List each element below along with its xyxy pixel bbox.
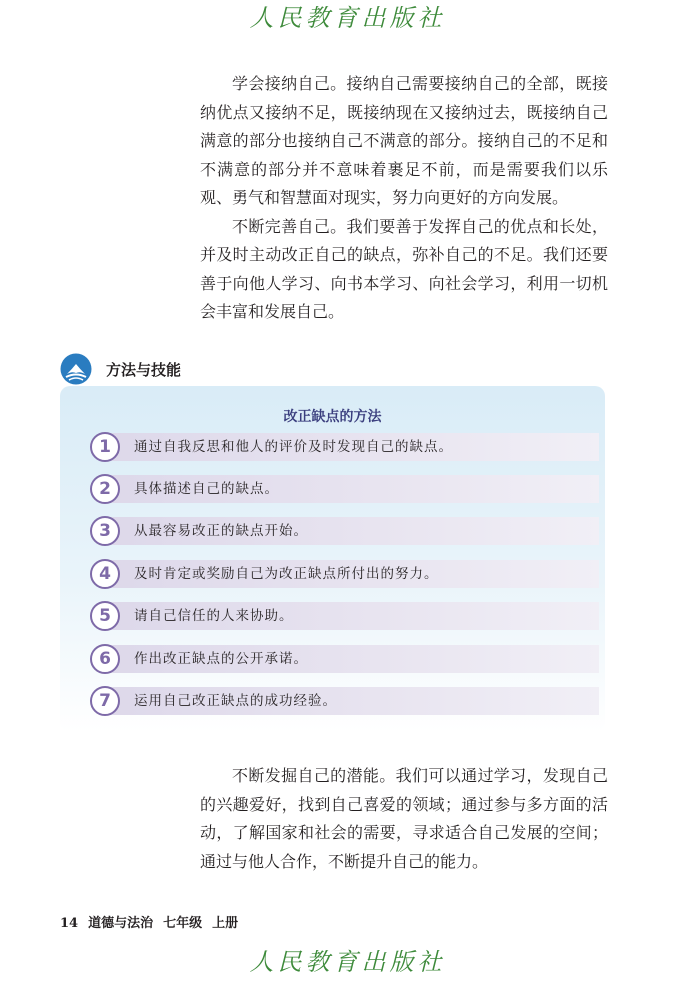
step-number-badge: 5 [90,601,120,631]
page-number: 14 [60,916,79,931]
section-title: 方法与技能 [106,360,182,379]
book-grade: 七年级 [163,916,203,931]
step-text: 具体描述自己的缺点。 [134,481,279,497]
method-box-title: 改正缺点的方法 [283,409,382,425]
body-text-top [200,70,608,327]
publisher-logo-bottom: 人民教育出版社 [249,948,446,976]
section-header [60,352,181,386]
book-volume: 上册 [212,916,239,931]
step-text: 运用自己改正缺点的成功经验。 [134,693,337,709]
step-number-badge: 6 [90,644,120,674]
step-number-badge: 1 [90,432,120,462]
step-number-badge: 4 [90,559,120,589]
step-number-badge: 7 [90,686,120,716]
method-step [90,644,605,674]
paragraph-develop-potential: 不断发掘自己的潜能。我们可以通过学习，发现自己的兴趣爱好，找到自己喜爱的领域；通过参与多方面的活动，了解国家和社会的需要，寻求适合自己发展的空间；通过与他人合作，不断提升自己的能力。 [200,766,608,871]
paragraph-improve-yourself: 不断完善自己。我们要善于发挥自己的优点和长处，并及时主动改正自己的缺点，弥补自己的不足。我们还要善于向他人学习、向书本学习、向社会学习，利用一切机会丰富和发展自己。 [200,216,608,321]
body-text-bottom [200,762,608,876]
method-step [90,686,605,716]
step-text: 从最容易改正的缺点开始。 [134,523,308,539]
step-text: 及时肯定或奖励自己为改正缺点所付出的努力。 [134,566,439,582]
method-step [90,601,605,631]
method-step [90,432,605,462]
paragraph-accept-yourself: 学会接纳自己。接纳自己需要接纳自己的全部，既接纳优点又接纳不足，既接纳现在又接纳过去，既接纳自己满意的部分也接纳自己不满意的部分。接纳自己的不足和不满意的部分并不意味着裹足不前，而是需要我们以乐观、勇气和智慧面对现实，努力向更好的方向发展。 [200,74,608,207]
page-footer [60,912,248,931]
step-text: 请自己信任的人来协助。 [134,608,294,624]
step-number-badge: 2 [90,474,120,504]
method-step [90,474,605,504]
methods-skills-icon [60,353,92,385]
method-step [90,516,605,546]
step-text: 通过自我反思和他人的评价及时发现自己的缺点。 [134,439,453,455]
book-title: 道德与法治 [88,916,154,931]
step-number-badge: 3 [90,516,120,546]
step-text: 作出改正缺点的公开承诺。 [134,651,308,667]
method-step [90,559,605,589]
publisher-logo-top: 人民教育出版社 [249,4,446,32]
method-box [60,386,605,732]
